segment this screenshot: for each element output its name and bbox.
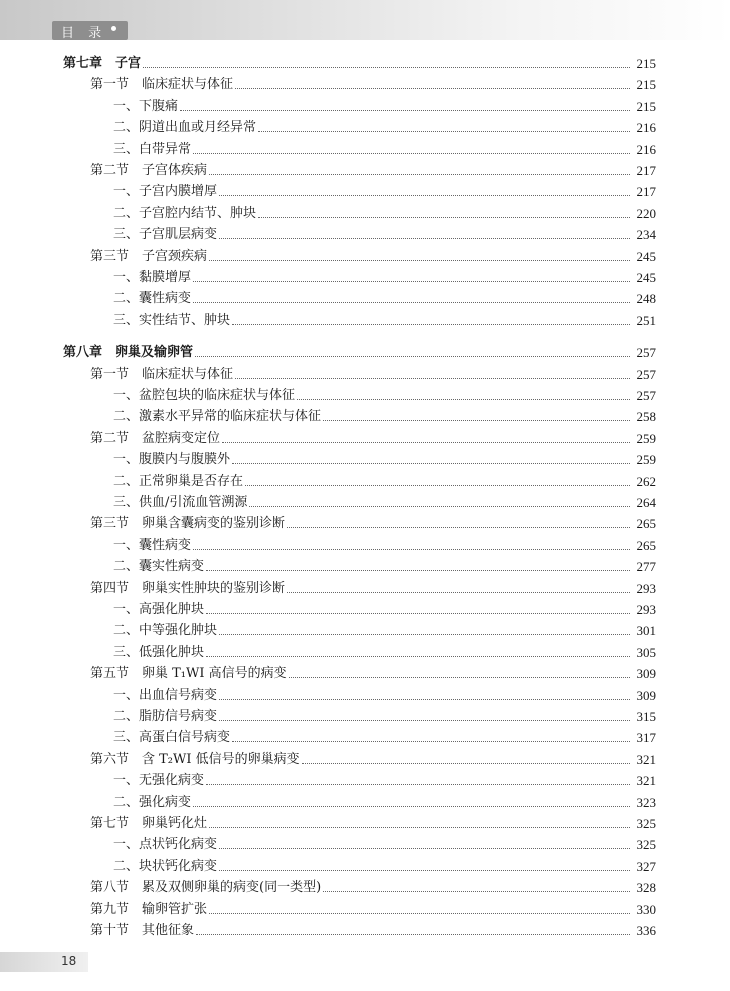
toc-leader-dots (195, 356, 630, 357)
toc-leader-dots (219, 238, 630, 239)
toc-leader-dots (258, 131, 630, 132)
toc-label: 一、盆腔包块的临床症状与体征 (113, 388, 296, 403)
toc-label: 一、腹膜内与腹膜外 (113, 452, 231, 467)
toc-section-row[interactable] (90, 159, 656, 179)
toc-leader-dots (323, 891, 630, 892)
toc-label: 一、黏膜增厚 (113, 270, 192, 285)
toc-page-number: 327 (636, 859, 656, 874)
toc-leader-dots (232, 324, 630, 325)
toc-page-number: 336 (636, 923, 656, 938)
toc-page-number: 293 (636, 602, 656, 617)
toc-section-row[interactable] (90, 812, 656, 832)
toc-leader-dots (193, 302, 630, 303)
toc-label: 三、实性结节、肿块 (113, 313, 231, 328)
toc-section-row[interactable] (90, 363, 656, 383)
toc-page-number: 215 (636, 99, 656, 114)
toc-section-row[interactable] (90, 245, 656, 265)
toc-label: 三、低强化肿块 (113, 645, 205, 660)
toc-section-row[interactable] (90, 427, 656, 447)
toc-page-number: 277 (636, 559, 656, 574)
toc-item-row[interactable] (113, 619, 656, 639)
toc-item-row[interactable] (113, 287, 656, 307)
toc-leader-dots (209, 827, 630, 828)
toc-page-number: 245 (636, 249, 656, 264)
toc-leader-dots (206, 656, 630, 657)
toc-label: 二、子宫腔内结节、肿块 (113, 206, 257, 221)
toc-leader-dots (232, 463, 630, 464)
toc-chapter-row[interactable] (63, 341, 656, 361)
toc-leader-dots (235, 378, 630, 379)
toc-label: 第一节 临床症状与体征 (90, 77, 234, 92)
toc-leader-dots (143, 67, 630, 68)
toc-leader-dots (258, 217, 630, 218)
toc-leader-dots (289, 677, 630, 678)
toc-page-number: 293 (636, 581, 656, 596)
toc-leader-dots (219, 634, 630, 635)
toc-item-row[interactable] (113, 684, 656, 704)
toc-item-row[interactable] (113, 405, 656, 425)
toc-section-row[interactable] (90, 876, 656, 896)
toc-label: 二、囊性病变 (113, 291, 192, 306)
toc-label: 第一节 临床症状与体征 (90, 367, 234, 382)
toc-page-number: 323 (636, 795, 656, 810)
toc-leader-dots (193, 153, 630, 154)
toc-page-number: 259 (636, 431, 656, 446)
toc-page-number: 259 (636, 452, 656, 467)
toc-label: 三、白带异常 (113, 142, 192, 157)
toc-page-number: 248 (636, 291, 656, 306)
toc-label: 第五节 卵巢 T₁WI 高信号的病变 (90, 666, 287, 681)
toc-label: 三、供血/引流血管溯源 (113, 495, 248, 510)
footer-band (0, 952, 88, 972)
toc-leader-dots (219, 848, 630, 849)
toc-label: 二、激素水平异常的临床症状与体征 (113, 409, 322, 424)
toc-item-row[interactable] (113, 309, 656, 329)
toc-item-row[interactable] (113, 598, 656, 618)
toc-page-number: 321 (636, 773, 656, 788)
toc-page-number: 216 (636, 120, 656, 135)
toc-page-number: 257 (636, 388, 656, 403)
toc-leader-dots (287, 527, 630, 528)
toc-leader-dots (219, 195, 630, 196)
toc-leader-dots (209, 260, 630, 261)
toc-leader-dots (219, 870, 630, 871)
toc-label: 一、出血信号病变 (113, 688, 218, 703)
toc-section-row[interactable] (90, 662, 656, 682)
toc-section-row[interactable] (90, 898, 656, 918)
toc-section-row[interactable] (90, 748, 656, 768)
toc-page-number: 217 (636, 163, 656, 178)
toc-page-number: 309 (636, 688, 656, 703)
toc-leader-dots (209, 174, 630, 175)
toc-item-row[interactable] (113, 223, 656, 243)
toc-label: 第八章 卵巢及输卵管 (63, 345, 194, 360)
toc-page-number: 325 (636, 816, 656, 831)
toc-item-row[interactable] (113, 491, 656, 511)
toc-label: 一、下腹痛 (113, 99, 179, 114)
toc-label: 第三节 卵巢含囊病变的鉴别诊断 (90, 516, 286, 531)
toc-item-row[interactable] (113, 180, 656, 200)
toc-leader-dots (245, 485, 630, 486)
page-number: 18 (61, 954, 77, 968)
toc-leader-dots (209, 913, 630, 914)
toc-label: 二、阴道出血或月经异常 (113, 120, 257, 135)
toc-label: 第十节 其他征象 (90, 923, 195, 938)
toc-leader-dots (193, 806, 630, 807)
toc-page-number: 309 (636, 666, 656, 681)
toc-item-row[interactable] (113, 855, 656, 875)
toc-page-number: 301 (636, 623, 656, 638)
toc-label: 二、强化病变 (113, 795, 192, 810)
toc-label: 第七节 卵巢钙化灶 (90, 816, 208, 831)
toc-leader-dots (232, 741, 630, 742)
toc-label: 第三节 子宫颈疾病 (90, 249, 208, 264)
toc-page-number: 220 (636, 206, 656, 221)
toc-leader-dots (206, 784, 630, 785)
toc-item-row[interactable] (113, 555, 656, 575)
toc-label: 三、高蛋白信号病变 (113, 730, 231, 745)
toc-page-number: 265 (636, 516, 656, 531)
toc-leader-dots (323, 420, 630, 421)
toc-page-number: 262 (636, 474, 656, 489)
toc-item-row[interactable] (113, 448, 656, 468)
toc-item-row[interactable] (113, 470, 656, 490)
toc-label: 一、囊性病变 (113, 538, 192, 553)
toc-leader-dots (302, 763, 630, 764)
toc-page-number: 257 (636, 345, 656, 360)
toc-item-row[interactable] (113, 202, 656, 222)
toc-leader-dots (235, 88, 630, 89)
toc-leader-dots (219, 720, 630, 721)
toc-label: 三、子宫肌层病变 (113, 227, 218, 242)
toc-leader-dots (219, 699, 630, 700)
toc-leader-dots (196, 934, 630, 935)
toc-page-number: 264 (636, 495, 656, 510)
toc-item-row[interactable] (113, 95, 656, 115)
toc-label: 二、块状钙化病变 (113, 859, 218, 874)
toc-page-number: 234 (636, 227, 656, 242)
toc-leader-dots (193, 281, 630, 282)
toc-page-number: 265 (636, 538, 656, 553)
toc-leader-dots (206, 570, 630, 571)
toc-item-row[interactable] (113, 791, 656, 811)
toc-leader-dots (287, 592, 630, 593)
toc-label: 二、脂肪信号病变 (113, 709, 218, 724)
toc-chapter-row[interactable] (63, 52, 656, 72)
toc-leader-dots (206, 613, 630, 614)
toc-leader-dots (180, 110, 630, 111)
toc-page-number: 257 (636, 367, 656, 382)
toc-leader-dots (297, 399, 630, 400)
toc-item-row[interactable] (113, 534, 656, 554)
toc-label: 一、无强化病变 (113, 773, 205, 788)
toc-item-row[interactable] (113, 266, 656, 286)
toc-page-number: 325 (636, 837, 656, 852)
toc-label: 二、正常卵巢是否存在 (113, 474, 244, 489)
toc-label: 第七章 子宫 (63, 56, 142, 71)
toc-page-number: 245 (636, 270, 656, 285)
toc-item-row[interactable] (113, 833, 656, 853)
toc-label: 第二节 子宫体疾病 (90, 163, 208, 178)
header-tab-label: 目 录 (61, 26, 107, 41)
toc-item-row[interactable] (113, 116, 656, 136)
toc-leader-dots (222, 442, 630, 443)
toc-page-number: 217 (636, 184, 656, 199)
toc-label: 一、子宫内膜增厚 (113, 184, 218, 199)
toc-section-row[interactable] (90, 577, 656, 597)
toc-item-row[interactable] (113, 769, 656, 789)
toc-label: 二、囊实性病变 (113, 559, 205, 574)
toc-label: 第八节 累及双侧卵巢的病变(同一类型) (90, 880, 322, 895)
toc-label: 第四节 卵巢实性肿块的鉴别诊断 (90, 581, 286, 596)
toc-item-row[interactable] (113, 705, 656, 725)
toc-section-row[interactable] (90, 73, 656, 93)
toc-item-row[interactable] (113, 641, 656, 661)
toc-page-number: 215 (636, 77, 656, 92)
toc-page-number: 305 (636, 645, 656, 660)
toc-label: 第二节 盆腔病变定位 (90, 431, 221, 446)
toc-page-number: 315 (636, 709, 656, 724)
header-tab (52, 21, 128, 40)
toc-label: 一、高强化肿块 (113, 602, 205, 617)
toc-section-row[interactable] (90, 512, 656, 532)
toc-section-row[interactable] (90, 919, 656, 939)
toc-page-number: 321 (636, 752, 656, 767)
toc-item-row[interactable] (113, 138, 656, 158)
toc-page-number: 330 (636, 902, 656, 917)
toc-leader-dots (249, 506, 630, 507)
toc-page-number: 258 (636, 409, 656, 424)
toc-label: 二、中等强化肿块 (113, 623, 218, 638)
header-dot-icon (111, 26, 116, 31)
toc-leader-dots (193, 549, 630, 550)
toc-item-row[interactable] (113, 726, 656, 746)
toc-label: 第六节 含 T₂WI 低信号的卵巢病变 (90, 752, 300, 767)
toc-label: 一、点状钙化病变 (113, 837, 218, 852)
toc-page-number: 317 (636, 730, 656, 745)
toc-item-row[interactable] (113, 384, 656, 404)
toc-page-number: 216 (636, 142, 656, 157)
toc-page-number: 251 (636, 313, 656, 328)
toc-page-number: 328 (636, 880, 656, 895)
toc-page-number: 215 (636, 56, 656, 71)
toc-label: 第九节 输卵管扩张 (90, 902, 208, 917)
